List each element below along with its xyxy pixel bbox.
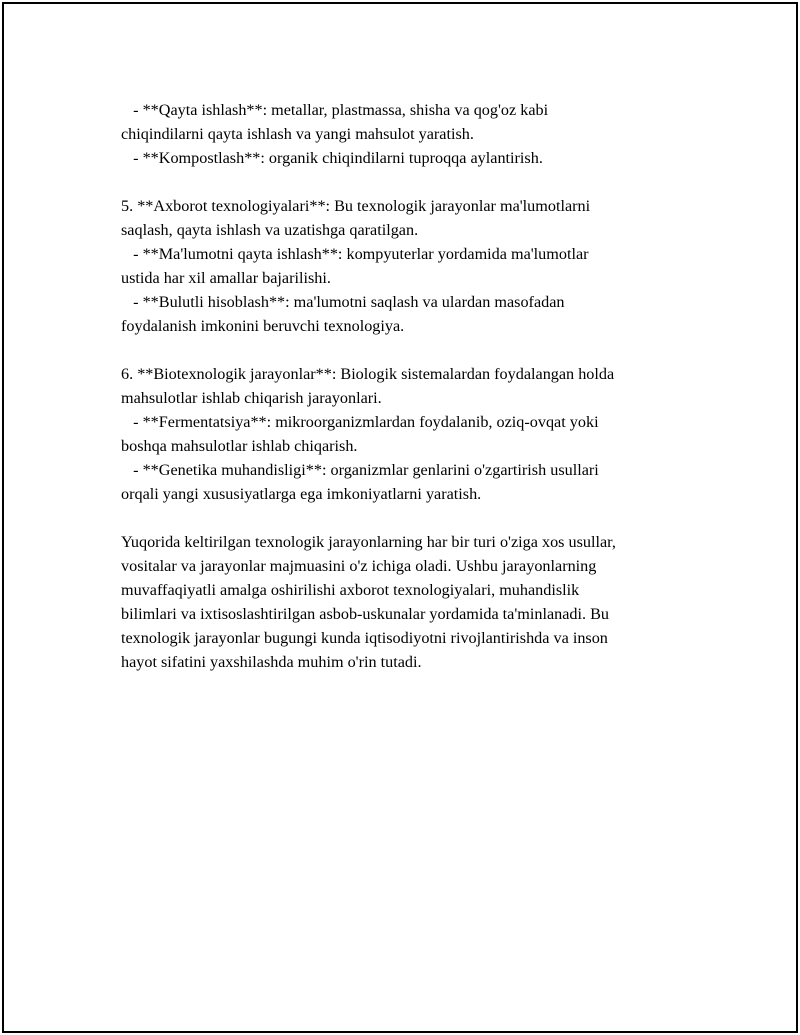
text-line: hayot sifatini yaxshilashda muhim o'rin tutadi. [121,653,422,671]
text-line: saqlash, qayta ishlash va uzatishga qaratilgan. [121,221,419,239]
text-line: mahsulotlar ishlab chiqarish jarayonlari. [121,389,382,407]
text-line: - **Kompostlash**: organik chiqindilarni tuproqqa aylantirish. [121,149,543,167]
page-frame [2,2,798,1033]
text-line: orqali yangi xususiyatlarga ega imkoniyatlarni yaratish. [121,485,482,503]
text-line: Yuqorida keltirilgan texnologik jarayonlarning har bir turi o'ziga xos usullar, [121,533,616,551]
document-body [121,98,701,674]
text-line: - **Bulutli hisoblash**: ma'lumotni saqlash va ulardan masofadan [121,293,565,311]
text-line: texnologik jarayonlar bugungi kunda iqtisodiyotni rivojlantirishda va inson [121,629,608,647]
text-line: 5. **Axborot texnologiyalari**: Bu texnologik jarayonlar ma'lumotlarni [121,197,591,215]
text-line: foydalanish imkonini beruvchi texnologiya. [121,317,405,335]
text-line: 6. **Biotexnologik jarayonlar**: Biologik sistemalardan foydalangan holda [121,365,615,383]
text-line: - **Genetika muhandisligi**: organizmlar genlarini o'zgartirish usullari [121,461,599,479]
text-line: muvaffaqiyatli amalga oshirilishi axborot texnologiyalari, muhandislik [121,581,580,599]
text-line: chiqindilarni qayta ishlash va yangi mahsulot yaratish. [121,125,474,143]
text-line: - **Fermentatsiya**: mikroorganizmlardan foydalanib, oziq-ovqat yoki [121,413,599,431]
text-line: ustida har xil amallar bajarilishi. [121,269,331,287]
blank-line [121,338,701,362]
text-line: vositalar va jarayonlar majmuasini o'z ichiga oladi. Ushbu jarayonlarning [121,557,597,575]
blank-line [121,170,701,194]
blank-line [121,506,701,530]
text-line: boshqa mahsulotlar ishlab chiqarish. [121,437,358,455]
text-line: bilimlari va ixtisoslashtirilgan asbob-uskunalar yordamida ta'minlanadi. Bu [121,605,609,623]
text-line: - **Ma'lumotni qayta ishlash**: kompyuterlar yordamida ma'lumotlar [121,245,589,263]
text-line: - **Qayta ishlash**: metallar, plastmassa, shisha va qog'oz kabi [121,101,549,119]
